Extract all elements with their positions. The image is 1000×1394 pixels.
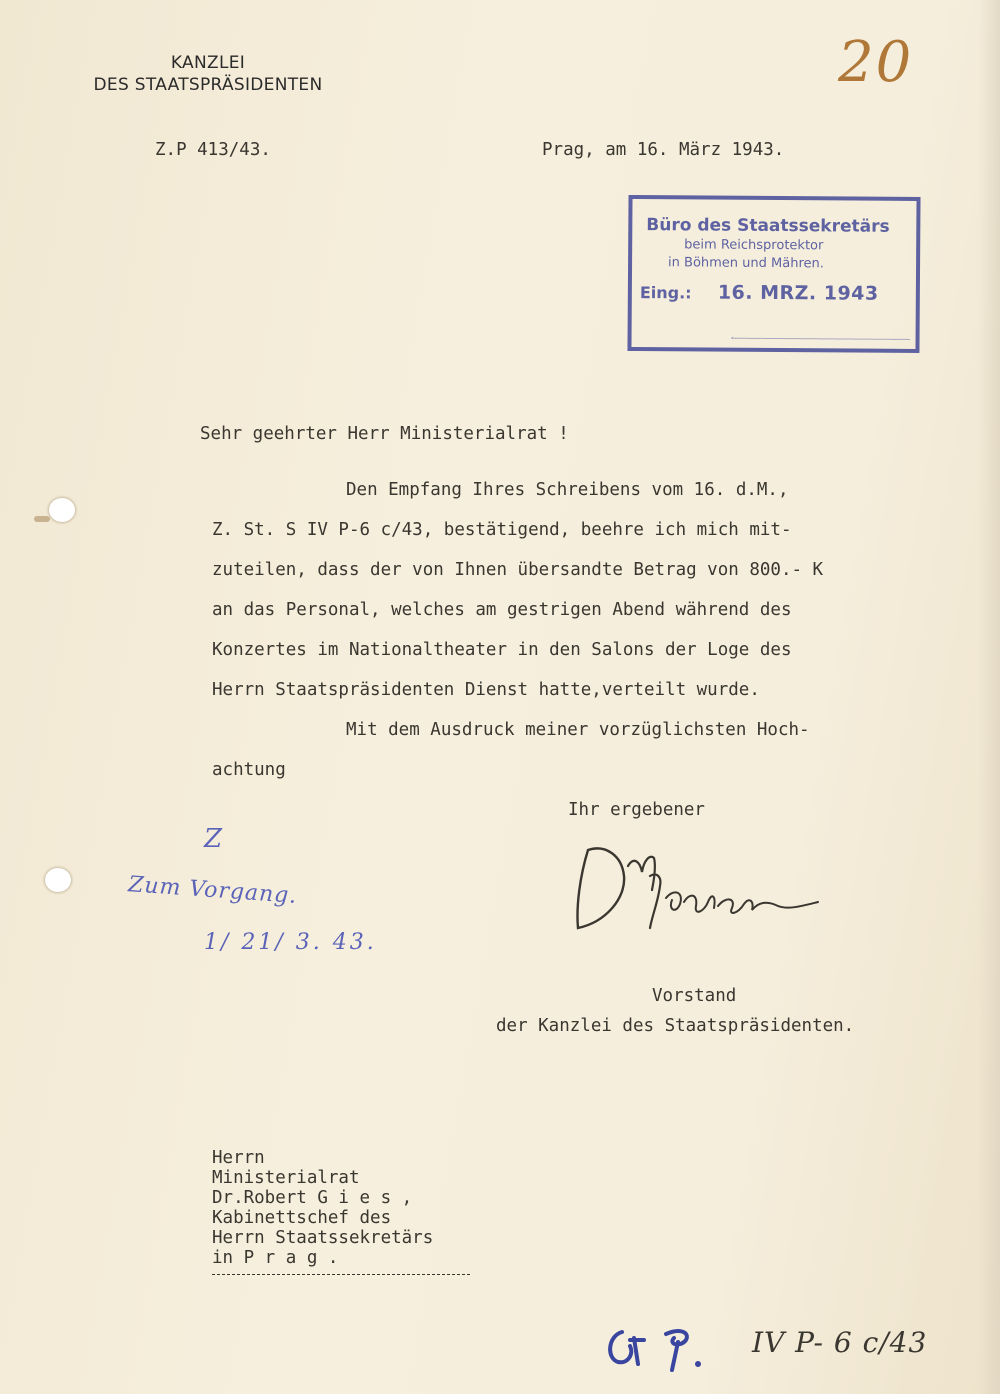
punch-hole-upper [49, 498, 75, 522]
file-mark-squiggle [600, 1318, 720, 1378]
rust-mark [34, 516, 50, 522]
addressee-line-5: Herrn Staatssekretärs [212, 1228, 434, 1248]
addressee-line-6: in P r a g . [212, 1248, 339, 1268]
stamp-line-1: Büro des Staatssekretärs [646, 215, 890, 237]
folio-number: 20 [838, 30, 914, 95]
body-line-1: Den Empfang Ihres Schreibens vom 16. d.M., [346, 480, 789, 500]
stamp-received-label: Eing.: [639, 283, 692, 303]
stamp-line-3: in Böhmen und Mähren. [668, 255, 824, 272]
stamp-dotted-line [732, 338, 910, 340]
handwritten-note-line-1: Zum Vorgang. [127, 872, 299, 909]
body-line-8: achtung [212, 760, 286, 780]
body-line-2: Z. St. S IV P-6 c/43, bestätigend, beehre ich mich mit- [212, 520, 792, 540]
closing: Ihr ergebener [568, 800, 705, 820]
salutation: Sehr geehrter Herr Ministerialrat ! [200, 424, 569, 444]
reference-number: Z.P 413/43. [155, 140, 271, 160]
handwritten-mark: Z [204, 824, 223, 854]
place-date: Prag, am 16. März 1943. [542, 140, 785, 160]
body-line-4: an das Personal, welches am gestrigen Abend während des [212, 600, 792, 620]
addressee-line-1: Herrn [212, 1148, 265, 1168]
file-mark: IV P- 6 c/43 [752, 1326, 928, 1359]
page-edge-shadow [978, 0, 1000, 1394]
body-line-7: Mit dem Ausdruck meiner vorzüglichsten Hoch- [346, 720, 810, 740]
signatory-title-1: Vorstand [652, 986, 737, 1006]
body-line-5: Konzertes im Nationaltheater in den Salons der Loge des [212, 640, 792, 660]
letterhead-line-1: KANZLEI [170, 53, 246, 73]
punch-hole-lower [45, 868, 71, 892]
body-line-6: Herrn Staatspräsidenten Dienst hatte,verteilt wurde. [212, 680, 760, 700]
handwritten-note-line-2: 1/ 21/ 3. 43. [204, 930, 377, 955]
addressee-line-3: Dr.Robert G i e s , [212, 1188, 413, 1208]
signature [566, 836, 836, 946]
stamp-received-date: 16. MRZ. 1943 [717, 281, 879, 305]
signatory-title-2: der Kanzlei des Staatspräsidenten. [496, 1016, 855, 1036]
addressee-line-2: Ministerialrat [212, 1168, 360, 1188]
addressee-line-4: Kabinettschef des [212, 1208, 392, 1228]
letterhead [58, 52, 358, 96]
addressee-underline [212, 1274, 470, 1275]
body-line-3: zuteilen, dass der von Ihnen übersandte Betrag von 800.- K [212, 560, 824, 580]
stamp-line-2: beim Reichsprotektor [684, 237, 824, 254]
letterhead-line-2: DES STAATSPRÄSIDENTEN [93, 75, 323, 95]
receipt-stamp [627, 195, 920, 353]
